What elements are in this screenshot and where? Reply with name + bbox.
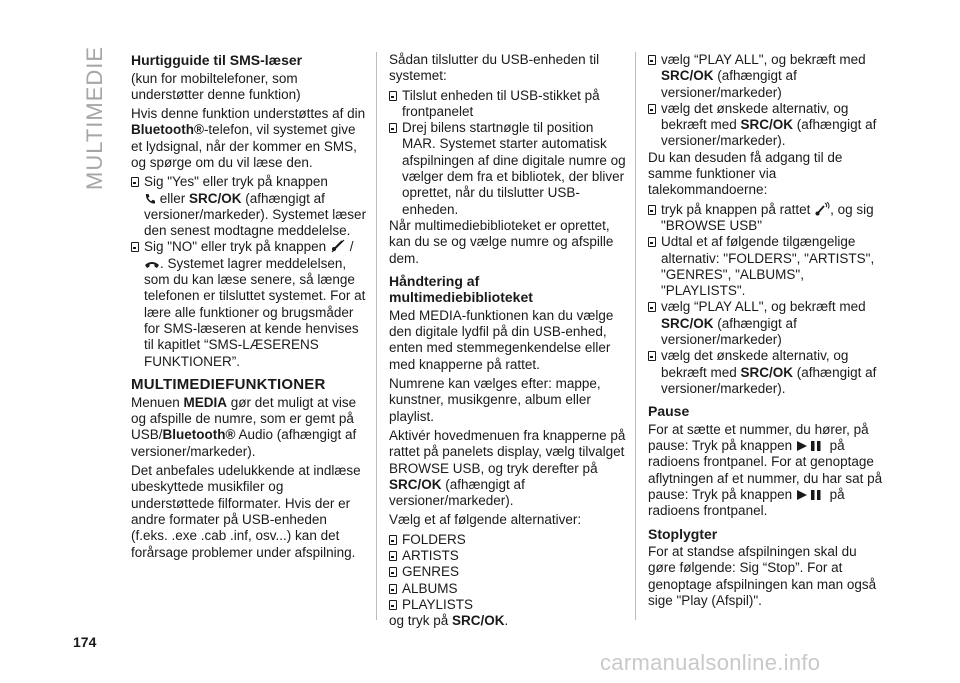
bold-text: SRC/OK [661, 315, 714, 331]
column-divider [376, 52, 377, 620]
play-pause-icon [796, 440, 826, 452]
text: Sig "NO" eller tryk på knappen [144, 239, 327, 255]
voice-off-icon [330, 239, 346, 253]
paragraph: Når multimediebiblioteket er oprettet, kan du se og vælge numre og afspille dem. [389, 217, 614, 266]
list-item [389, 581, 627, 597]
text: gør det muligt at vise og afspille de numre, som er gemt på USB/ [131, 394, 357, 443]
bullet-icon [648, 104, 657, 113]
paragraph: Med MEDIA-funktionen kan du vælge den digitale lydfil på din USB-enhed, enten med stemmegenkendelse eller med knapperne på rattet. [389, 307, 614, 372]
text: Menuen [131, 394, 184, 410]
text: . [504, 613, 509, 629]
bold-text: MEDIA [183, 394, 228, 410]
text: Aktivér hovedmenuen fra knapperne på rattet på panelets display, vælg tilvalget BROWSE USB, og tryk derefter på [389, 427, 626, 476]
paragraph: Det anbefales udelukkende at indlæse ubeskyttede musikfiler og understøttede filformater. Hvis der er andre formater på USB-enheden (f.eks. .exe .cab .inf, osv...) kan det forårsage problemer under afspilning. [131, 463, 361, 560]
column-3 [648, 52, 888, 612]
list-item [389, 532, 627, 548]
bold-text: SRC/OK [189, 190, 242, 206]
text: tryk på knappen på rattet [661, 201, 811, 217]
list-item [389, 548, 627, 564]
text: FOLDERS [402, 531, 466, 547]
play-pause-icon [796, 489, 826, 501]
text: GENRES [402, 564, 460, 580]
bullet-icon [648, 205, 657, 214]
text: vælg det ønskede alternativ, og bekræft med [661, 100, 849, 133]
text: på radioens frontpanel. For at genoptage aflytningen af et nummer, du har sat på pause: Tryk på knappen [648, 438, 883, 502]
bullet-icon [131, 242, 140, 251]
bullet-icon [389, 551, 398, 560]
text: . Systemet lagrer meddelelsen, som du kan læse senere, så længe telefonen er tilsluttet systemet. For at lære alle funktioner og brugsmåder for SMS-læseren at kende henvises til kapitlet “SMS-LÆSERENS FUNKTIONER”. [144, 255, 366, 369]
paragraph: Du kan desuden få adgang til de samme funktioner via talekommandoerne: [648, 149, 843, 198]
text: Udtal et af følgende tilgængelige alternativ: "FOLDERS", "ARTISTS", "GENRES", "ALBUMS", "PLAYLISTS". [661, 234, 875, 299]
bold-text: SRC/OK [740, 364, 794, 380]
text: vælg “PLAY ALL", og bekræft med [661, 52, 866, 67]
section-heading-multimedia: MULTIMEDIEFUNKTIONER [131, 375, 326, 393]
text: Drej bilens startnøgle til position MAR. Systemet starter automatisk afspilningen af dine digitale numre og vælger dem fra et bibliotek, der bliver oprettet, når du tilslutter USB-enheden. [402, 120, 626, 217]
paragraph: (kun for mobiltelefoner, som understøtter denne funktion) [131, 70, 301, 102]
list-item [389, 597, 627, 613]
bold-text: SRC/OK [389, 476, 442, 492]
text: eller [156, 190, 190, 206]
bold-text: SRC/OK [452, 613, 505, 629]
bullet-icon [648, 351, 657, 360]
bullet-icon [389, 535, 398, 544]
list-item [389, 564, 627, 580]
watermark: carmanualsonline.info [600, 650, 821, 675]
text: vælg det ønskede alternativ, og bekræft med [661, 348, 849, 380]
bullet-icon [648, 237, 657, 246]
section-heading-pause: Pause [648, 403, 690, 420]
text: (afhængigt af versioner/markeder). Systemet læser den senest modtagne meddelelse. [144, 190, 367, 239]
paragraph: Numrene kan vælges efter: mappe, kunstner, musikgenre, album eller playlist. [389, 376, 601, 424]
bold-text: Bluetooth® [131, 122, 204, 138]
text: ALBUMS [402, 580, 458, 596]
bullet-item [131, 174, 367, 239]
text: (afhængigt af versioner/markeder). [389, 476, 525, 509]
paragraph [648, 422, 888, 520]
text: Tilslut enheden til USB-stikket på frontpanelet [402, 87, 600, 119]
bold-text: SRC/OK [740, 117, 794, 133]
bullet-icon [389, 123, 398, 132]
bullet-icon [131, 177, 140, 186]
paragraph [389, 613, 627, 629]
page-number: 174 [73, 634, 97, 650]
text: Sig "Yes" eller tryk på knappen [144, 174, 328, 190]
paragraph [389, 428, 627, 509]
section-heading-sms-reader: Hurtigguide til SMS-læser [131, 52, 303, 68]
text: vælg “PLAY ALL", og bekræft med [661, 299, 866, 315]
bullet-item [648, 52, 888, 101]
section-heading-library: Håndtering af multimediebiblioteket [389, 272, 533, 306]
text: Audio (afhængigt af versioner/markeder). [131, 427, 357, 459]
chapter-side-title-text: MULTIMEDIE [82, 45, 107, 190]
paragraph: Vælg et af følgende alternativer: [389, 512, 582, 528]
bullet-item [648, 101, 888, 150]
text: (afhængigt af versioner/markeder) [661, 68, 797, 100]
bullet-item [389, 120, 627, 218]
bullet-item [648, 234, 888, 299]
bold-text: Bluetooth® [162, 427, 236, 443]
text: Hvis denne funktion understøttes af din [131, 106, 366, 122]
paragraph: Sådan tilslutter du USB-enheden til systemet: [389, 52, 600, 84]
bullet-item [648, 348, 888, 397]
phone-answer-icon [144, 193, 156, 205]
text: (afhængigt af versioner/markeder) [661, 315, 797, 348]
text: (afhængigt af versioner/markeder). [661, 117, 877, 149]
bullet-icon [389, 91, 398, 100]
column-2 [389, 52, 627, 633]
paragraph [131, 395, 367, 460]
bullet-icon [648, 55, 657, 64]
bullet-icon [389, 600, 398, 609]
text: (afhængigt af versioner/markeder). [661, 364, 877, 396]
text: For at sætte et nummer, du hører, på pause: Tryk på knappen [648, 421, 869, 454]
text: ARTISTS [402, 548, 459, 564]
text: på radioens frontpanel. [648, 486, 845, 519]
bullet-item [648, 202, 888, 235]
bullet-icon [389, 567, 398, 576]
column-1 [131, 52, 367, 564]
text: , og sig "BROWSE USB" [661, 201, 874, 233]
bullet-icon [389, 584, 398, 593]
paragraph: For at standse afspilningen skal du gøre følgende: Sig “Stop”. For at genoptage afspilningen kan man også sige "Play (Afspil)". [648, 544, 877, 608]
chapter-side-title [82, 42, 108, 192]
text: / [345, 239, 354, 255]
section-heading-stop: Stoplygter [648, 525, 718, 542]
text: og tryk på [389, 613, 453, 629]
bold-text: SRC/OK [661, 68, 714, 84]
text: PLAYLISTS [402, 596, 474, 612]
bullet-item [131, 239, 367, 369]
column-divider [635, 52, 636, 620]
bullet-icon [648, 302, 657, 311]
paragraph [131, 106, 367, 171]
text: -telefon, vil systemet give et lydsignal, når der kommer en SMS, og spørge om du vil læse den. [131, 122, 357, 170]
bullet-item [648, 299, 888, 348]
phone-hangup-icon [144, 260, 160, 270]
bullet-item [389, 88, 627, 121]
voice-command-icon [814, 202, 830, 216]
